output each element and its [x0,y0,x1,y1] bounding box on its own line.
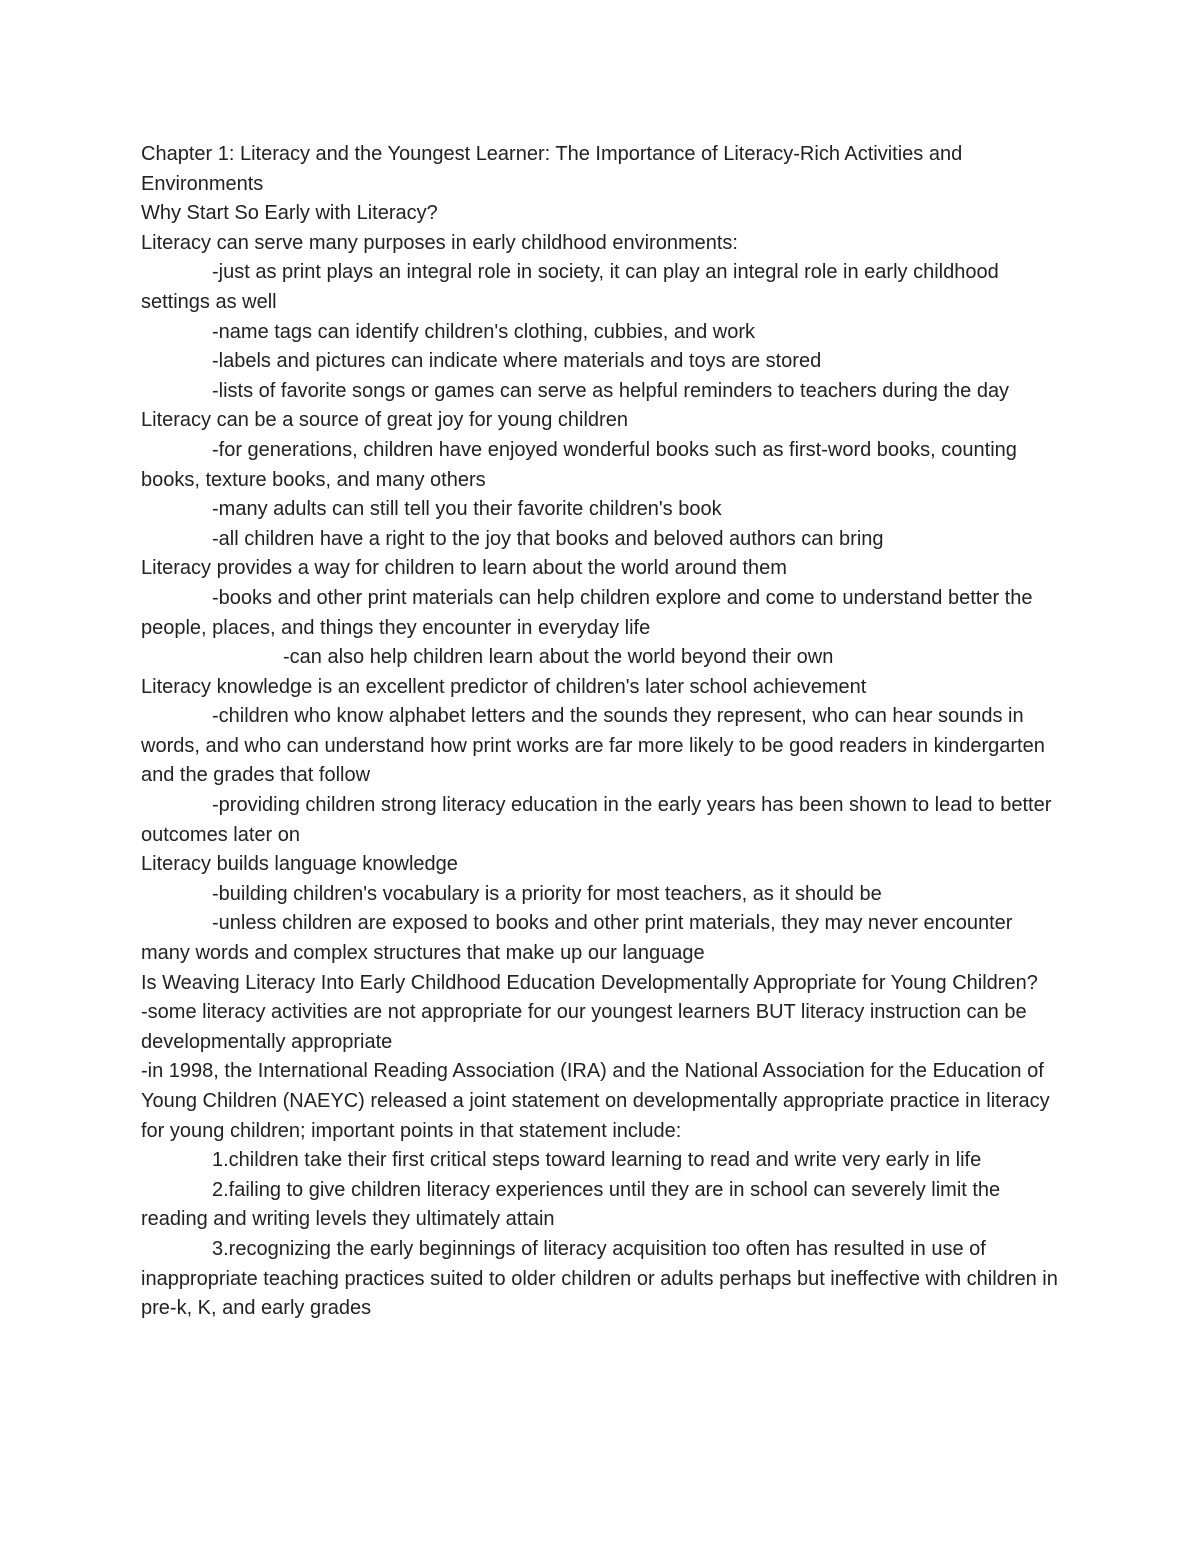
bullet-item: -building children's vocabulary is a priority for most teachers, as it should be [212,882,882,905]
document-page [141,140,1066,1324]
bullet-item: -labels and pictures can indicate where materials and toys are stored [212,350,822,373]
topic-heading: Literacy builds language knowledge [141,853,458,876]
bullet-item: -for generations, children have enjoyed wonderful books such as first-word books, counting books, texture books, and many others [141,438,1017,491]
topic-heading: Literacy can serve many purposes in early childhood environments: [141,231,738,254]
bullet-item: -all children have a right to the joy that books and beloved authors can bring [212,527,884,550]
bullet-item: -name tags can identify children's clothing, cubbies, and work [212,320,755,343]
section-heading: Is Weaving Literacy Into Early Childhood Education Developmentally Appropriate for Young Children? [141,971,1038,994]
section-heading: Why Start So Early with Literacy? [141,202,438,225]
numbered-item: 1.children take their first critical steps toward learning to read and write very early in life [212,1149,982,1172]
bullet-item: -unless children are exposed to books and other print materials, they may never encounter many words and complex structures that make up our language [141,912,1013,965]
numbered-item: 2.failing to give children literacy experiences until they are in school can severely limit the reading and writing levels they ultimately attain [141,1178,1001,1231]
bullet-item: -children who know alphabet letters and the sounds they represent, who can hear sounds in words, and who can understand how print works are far more likely to be good readers in kindergarten and the grades that follow [141,705,1045,787]
topic-heading: Literacy knowledge is an excellent predictor of children's later school achievement [141,675,867,698]
bullet-item: -books and other print materials can help children explore and come to understand better the people, places, and things they encounter in everyday life [141,586,1033,639]
body-paragraph: -in 1998, the International Reading Association (IRA) and the National Association for the Education of Young Children (NAEYC) released a joint statement on developmentally appropriate practice in literacy for young children; important points in that statement include: [141,1060,1050,1142]
topic-heading: Literacy provides a way for children to learn about the world around them [141,557,787,580]
bullet-item: -lists of favorite songs or games can serve as helpful reminders to teachers during the day [212,379,1010,402]
body-paragraph: -some literacy activities are not appropriate for our youngest learners BUT literacy instruction can be developmentally appropriate [141,1001,1027,1053]
chapter-title: Chapter 1: Literacy and the Youngest Learner: The Importance of Literacy-Rich Activities and Environments [141,143,963,195]
numbered-item: 3.recognizing the early beginnings of literacy acquisition too often has resulted in use of inappropriate teaching practices suited to older children or adults perhaps but ineffective with children in pre-k, K, and early grades [141,1237,1058,1320]
topic-heading: Literacy can be a source of great joy for young children [141,409,628,432]
bullet-item: -just as print plays an integral role in society, it can play an integral role in early childhood settings as well [141,261,999,313]
bullet-item: -many adults can still tell you their favorite children's book [212,498,722,521]
sub-bullet-item: -can also help children learn about the world beyond their own [283,646,834,669]
bullet-item: -providing children strong literacy education in the early years has been shown to lead to better outcomes later on [141,794,1052,846]
